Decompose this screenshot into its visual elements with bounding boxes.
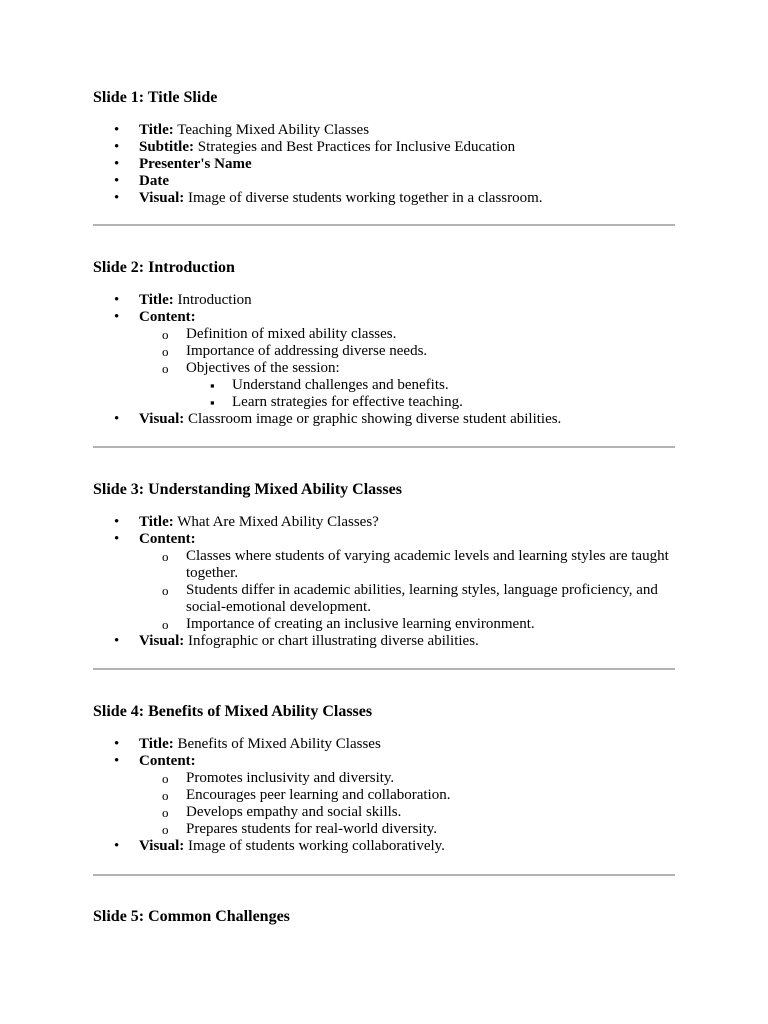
sub-item-text: Importance of creating an inclusive learning environment. bbox=[186, 616, 535, 632]
sub-item-text: Prepares students for real-world diversity. bbox=[186, 821, 438, 837]
slide-1-section bbox=[93, 88, 675, 207]
sub-item-text: Classes where students of varying academic levels and learning styles are taught together. bbox=[186, 548, 669, 581]
sub-list-item bbox=[139, 770, 675, 787]
item-label: Visual: bbox=[139, 190, 185, 206]
slide-3-section bbox=[93, 480, 675, 650]
item-label: Presenter's Name bbox=[139, 156, 252, 172]
nested-item-text: Learn strategies for effective teaching. bbox=[232, 394, 463, 410]
sub-list-item bbox=[139, 360, 675, 411]
sub-item-text: Objectives of the session: bbox=[186, 360, 340, 376]
slide-5-heading: Slide 5: Common Challenges bbox=[93, 908, 290, 925]
list-item bbox=[93, 838, 675, 855]
item-text: Image of diverse students working together in a classroom. bbox=[184, 190, 543, 206]
horizontal-divider bbox=[93, 874, 675, 876]
item-text: Image of students working collaboratively. bbox=[184, 838, 445, 854]
sub-item-text: Definition of mixed ability classes. bbox=[186, 326, 397, 342]
item-label: Title: bbox=[139, 514, 174, 530]
list-item bbox=[93, 190, 675, 207]
item-text: Benefits of Mixed Ability Classes bbox=[173, 736, 381, 752]
item-label: Title: bbox=[139, 292, 174, 308]
slide-1-heading: Slide 1: Title Slide bbox=[93, 89, 218, 106]
sub-list-item bbox=[139, 343, 675, 360]
sub-list-item bbox=[139, 548, 675, 582]
sub-list bbox=[139, 548, 675, 633]
slide-2-heading: Slide 2: Introduction bbox=[93, 259, 235, 276]
list-item bbox=[93, 156, 675, 173]
sub-list-item bbox=[139, 821, 675, 838]
nested-list-item bbox=[186, 377, 675, 394]
slide-1-list bbox=[93, 122, 675, 207]
item-text: Teaching Mixed Ability Classes bbox=[173, 122, 370, 138]
sub-list-item bbox=[139, 787, 675, 804]
item-text: Infographic or chart illustrating diverse abilities. bbox=[184, 633, 479, 649]
list-item bbox=[93, 173, 675, 190]
sub-list bbox=[139, 770, 675, 838]
horizontal-divider bbox=[93, 446, 675, 448]
list-item bbox=[93, 122, 675, 139]
list-item bbox=[93, 753, 675, 838]
item-text: Introduction bbox=[173, 292, 252, 308]
nested-sub-list bbox=[186, 377, 675, 411]
sub-list bbox=[139, 326, 675, 411]
sub-item-text: Students differ in academic abilities, learning styles, language proficiency, and social-emotional development. bbox=[186, 582, 658, 615]
item-label: Content: bbox=[139, 309, 196, 325]
list-item bbox=[93, 292, 675, 309]
item-label: Visual: bbox=[139, 838, 185, 854]
item-label: Date bbox=[139, 173, 169, 189]
list-item bbox=[93, 309, 675, 411]
sub-item-text: Develops empathy and social skills. bbox=[186, 804, 402, 820]
list-item bbox=[93, 139, 675, 156]
nested-item-text: Understand challenges and benefits. bbox=[232, 377, 449, 393]
nested-list-item bbox=[186, 394, 675, 411]
horizontal-divider bbox=[93, 224, 675, 226]
sub-list-item bbox=[139, 616, 675, 633]
horizontal-divider bbox=[93, 668, 675, 670]
list-item bbox=[93, 633, 675, 650]
slide-4-section bbox=[93, 702, 675, 855]
slide-4-heading: Slide 4: Benefits of Mixed Ability Classes bbox=[93, 703, 373, 720]
list-item bbox=[93, 411, 675, 428]
item-label: Title: bbox=[139, 122, 174, 138]
item-label: Visual: bbox=[139, 411, 185, 427]
sub-item-text: Encourages peer learning and collaboration. bbox=[186, 787, 451, 803]
sub-list-item bbox=[139, 326, 675, 343]
list-item bbox=[93, 531, 675, 633]
slide-4-list bbox=[93, 736, 675, 855]
sub-list-item bbox=[139, 804, 675, 821]
list-item bbox=[93, 514, 675, 531]
list-item bbox=[93, 736, 675, 753]
slide-2-section bbox=[93, 258, 675, 428]
item-label: Content: bbox=[139, 531, 196, 547]
item-text: What Are Mixed Ability Classes? bbox=[173, 514, 379, 530]
slide-5-section bbox=[93, 907, 675, 927]
slide-3-list bbox=[93, 514, 675, 650]
item-text: Strategies and Best Practices for Inclusive Education bbox=[194, 139, 516, 155]
sub-item-text: Promotes inclusivity and diversity. bbox=[186, 770, 395, 786]
item-label: Title: bbox=[139, 736, 174, 752]
sub-item-text: Importance of addressing diverse needs. bbox=[186, 343, 428, 359]
item-label: Content: bbox=[139, 753, 196, 769]
slide-3-heading: Slide 3: Understanding Mixed Ability Classes bbox=[93, 481, 402, 498]
sub-list-item bbox=[139, 582, 675, 616]
item-label: Subtitle: bbox=[139, 139, 195, 155]
item-label: Visual: bbox=[139, 633, 185, 649]
item-text: Classroom image or graphic showing diverse student abilities. bbox=[184, 411, 562, 427]
slide-2-list bbox=[93, 292, 675, 428]
